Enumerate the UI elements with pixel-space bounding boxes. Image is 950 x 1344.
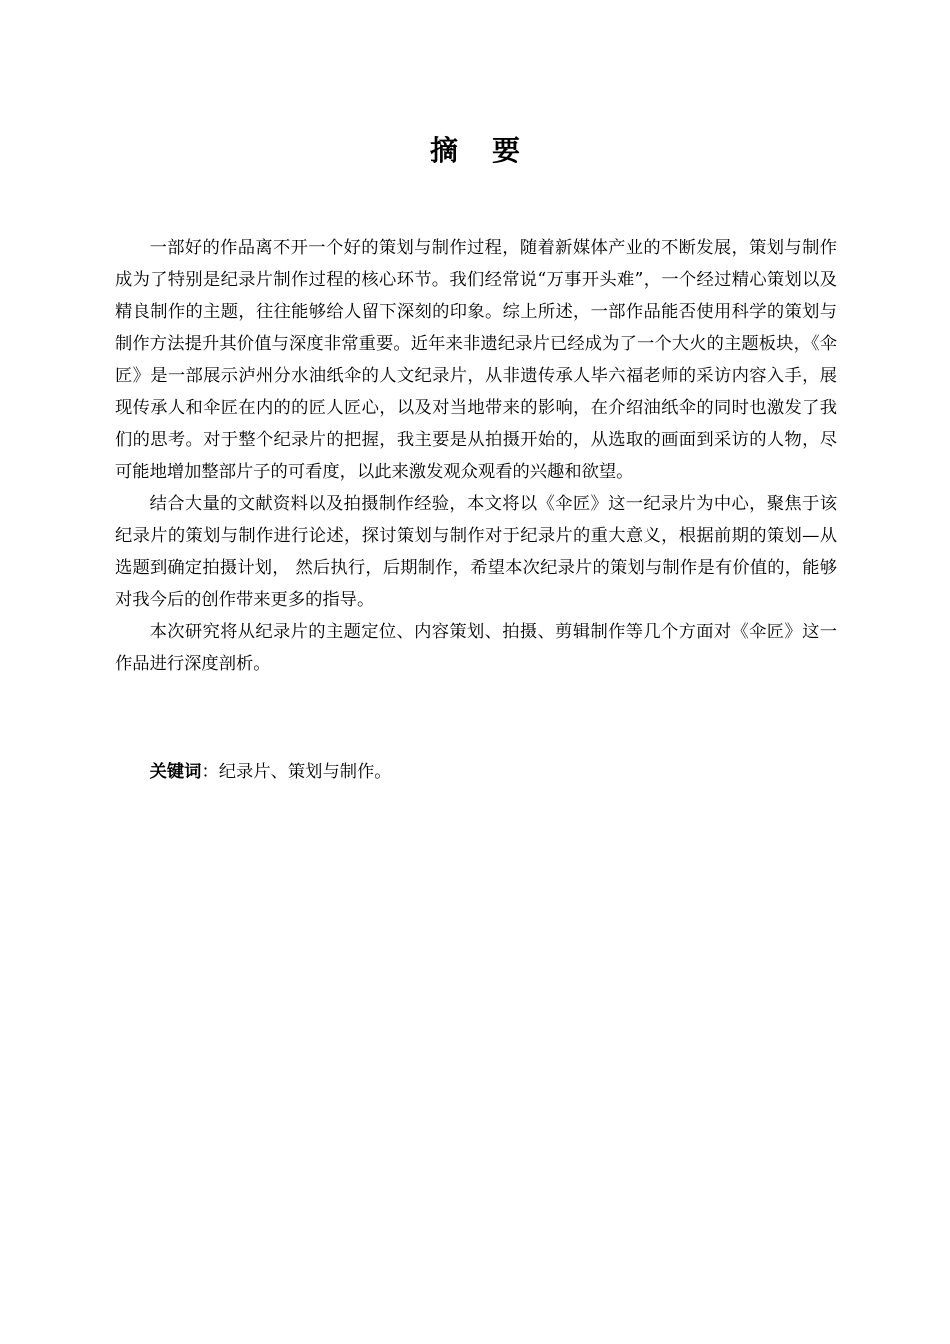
abstract-body (115, 232, 837, 680)
keywords-line (115, 756, 837, 788)
keywords-label: 关键词 (149, 762, 202, 782)
keywords-separator: ： (201, 762, 219, 782)
abstract-paragraph-1: 一部好的作品离不开一个好的策划与制作过程，随着新媒体产业的不断发展，策划与制作成为了特别是纪录片制作过程的核心环节。我们经常说“万事开头难”，一个经过精心策划以及精良制作的主题，往往能够给人留下深刻的印象。综上所述，一部作品能否使用科学的策划与制作方法提升其价值与深度非常重要。近年来非遗纪录片已经成为了一个大火的主题板块，《伞匠》是一部展示泸州分水油纸伞的人文纪录片，从非遗传承人毕六福老师的采访内容入手，展现传承人和伞匠在内的的匠人匠心，以及对当地带来的影响，在介绍油纸伞的同时也激发了我们的思考。对于整个纪录片的把握，我主要是从拍摄开始的，从选取的画面到采访的人物，尽可能地增加整部片子的可看度，以此来激发观众观看的兴趣和欲望。 (115, 238, 837, 482)
abstract-paragraph-3: 本次研究将从纪录片的主题定位、内容策划、拍摄、剪辑制作等几个方面对《伞匠》这一作品进行深度剖析。 (115, 622, 837, 674)
keywords-value: 纪录片、策划与制作。 (218, 762, 392, 782)
abstract-paragraph-2: 结合大量的文献资料以及拍摄制作经验，本文将以《伞匠》这一纪录片为中心，聚焦于该纪录片的策划与制作进行论述，探讨策划与制作对于纪录片的重大意义，根据前期的策划—从选题到确定拍摄计划， 然后执行，后期制作，希望本次纪录片的策划与制作是有价值的，能够对我今后的创作带来更多的指导。 (115, 494, 837, 610)
page-title: 摘要 (429, 134, 554, 167)
